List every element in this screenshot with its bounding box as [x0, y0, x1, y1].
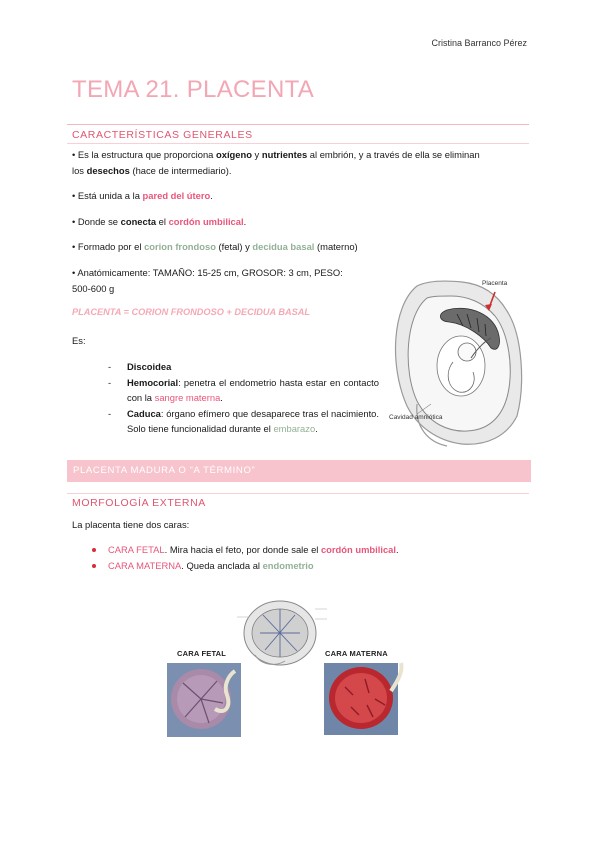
- section-divider: [67, 143, 529, 144]
- section-divider-2: [67, 493, 529, 494]
- page-title: TEMA 21. PLACENTA: [72, 76, 315, 103]
- label-cara-materna: CARA MATERNA: [325, 649, 388, 658]
- faces-list: [92, 542, 399, 574]
- section-heading-morfologia: MORFOLOGÍA EXTERNA: [72, 497, 206, 509]
- paragraph-oxygen: • Es la estructura que proporciona oxígeno y nutrientes al embrión, y a través de ella se eliminan los desechos (hace de intermediario).: [72, 149, 480, 176]
- characteristics-list: [108, 359, 379, 437]
- list-item: - Discoidea: [108, 361, 172, 372]
- label-cara-fetal: CARA FETAL: [177, 649, 227, 658]
- bullet-dot: [92, 564, 96, 568]
- list-item: - Caduca: órgano efímero que desaparece tras el nacimiento. Solo tiene funcionalidad durante el embarazo.: [108, 407, 379, 435]
- es-label: Es:: [72, 335, 86, 346]
- section-band-placenta-madura: [67, 460, 531, 482]
- list-item: CARA FETAL. Mira hacia el feto, por donde sale el cordón umbilical.: [92, 542, 399, 558]
- paragraph-cord: • Donde se conecta el cordón umbilical.: [72, 216, 247, 227]
- section-heading-caracteristicas: CARACTERÍSTICAS GENERALES: [72, 129, 253, 141]
- fetal-face-image: [167, 663, 241, 737]
- list-item: CARA MATERNA. Queda anclada al endometrio: [92, 558, 399, 574]
- morfologia-intro: La placenta tiene dos caras:: [72, 519, 190, 530]
- band-label: PLACENTA MADURA O “A TÉRMINO”: [73, 465, 256, 476]
- figure-label-placenta: Placenta: [482, 280, 508, 287]
- maternal-face-image: [324, 663, 402, 735]
- author-name: Cristina Barranco Pérez: [431, 38, 527, 48]
- title-divider: [67, 124, 529, 125]
- placenta-diagram-center: [237, 601, 327, 665]
- list-item: - Hemocorial: penetra el endometrio hasta estar en contacto con la sangre materna.: [108, 376, 379, 404]
- uterus-placenta-figure: [387, 276, 525, 448]
- paragraph-formed-by: • Formado por el corion frondoso (fetal) y decidua basal (materno): [72, 241, 358, 252]
- paragraph-uterus: • Está unida a la pared del útero.: [72, 190, 213, 201]
- bullet-dot: [92, 548, 96, 552]
- figure-label-amniotic: Cavidad amniótica: [389, 414, 443, 421]
- paragraph-anatomy: • Anatómicamente: TAMAÑO: 15-25 cm, GROSOR: 3 cm, PESO: 500-600 g: [72, 267, 343, 294]
- formula-placenta: PLACENTA = CORION FRONDOSO + DECIDUA BASAL: [72, 307, 311, 317]
- placenta-faces-figure: [165, 595, 435, 740]
